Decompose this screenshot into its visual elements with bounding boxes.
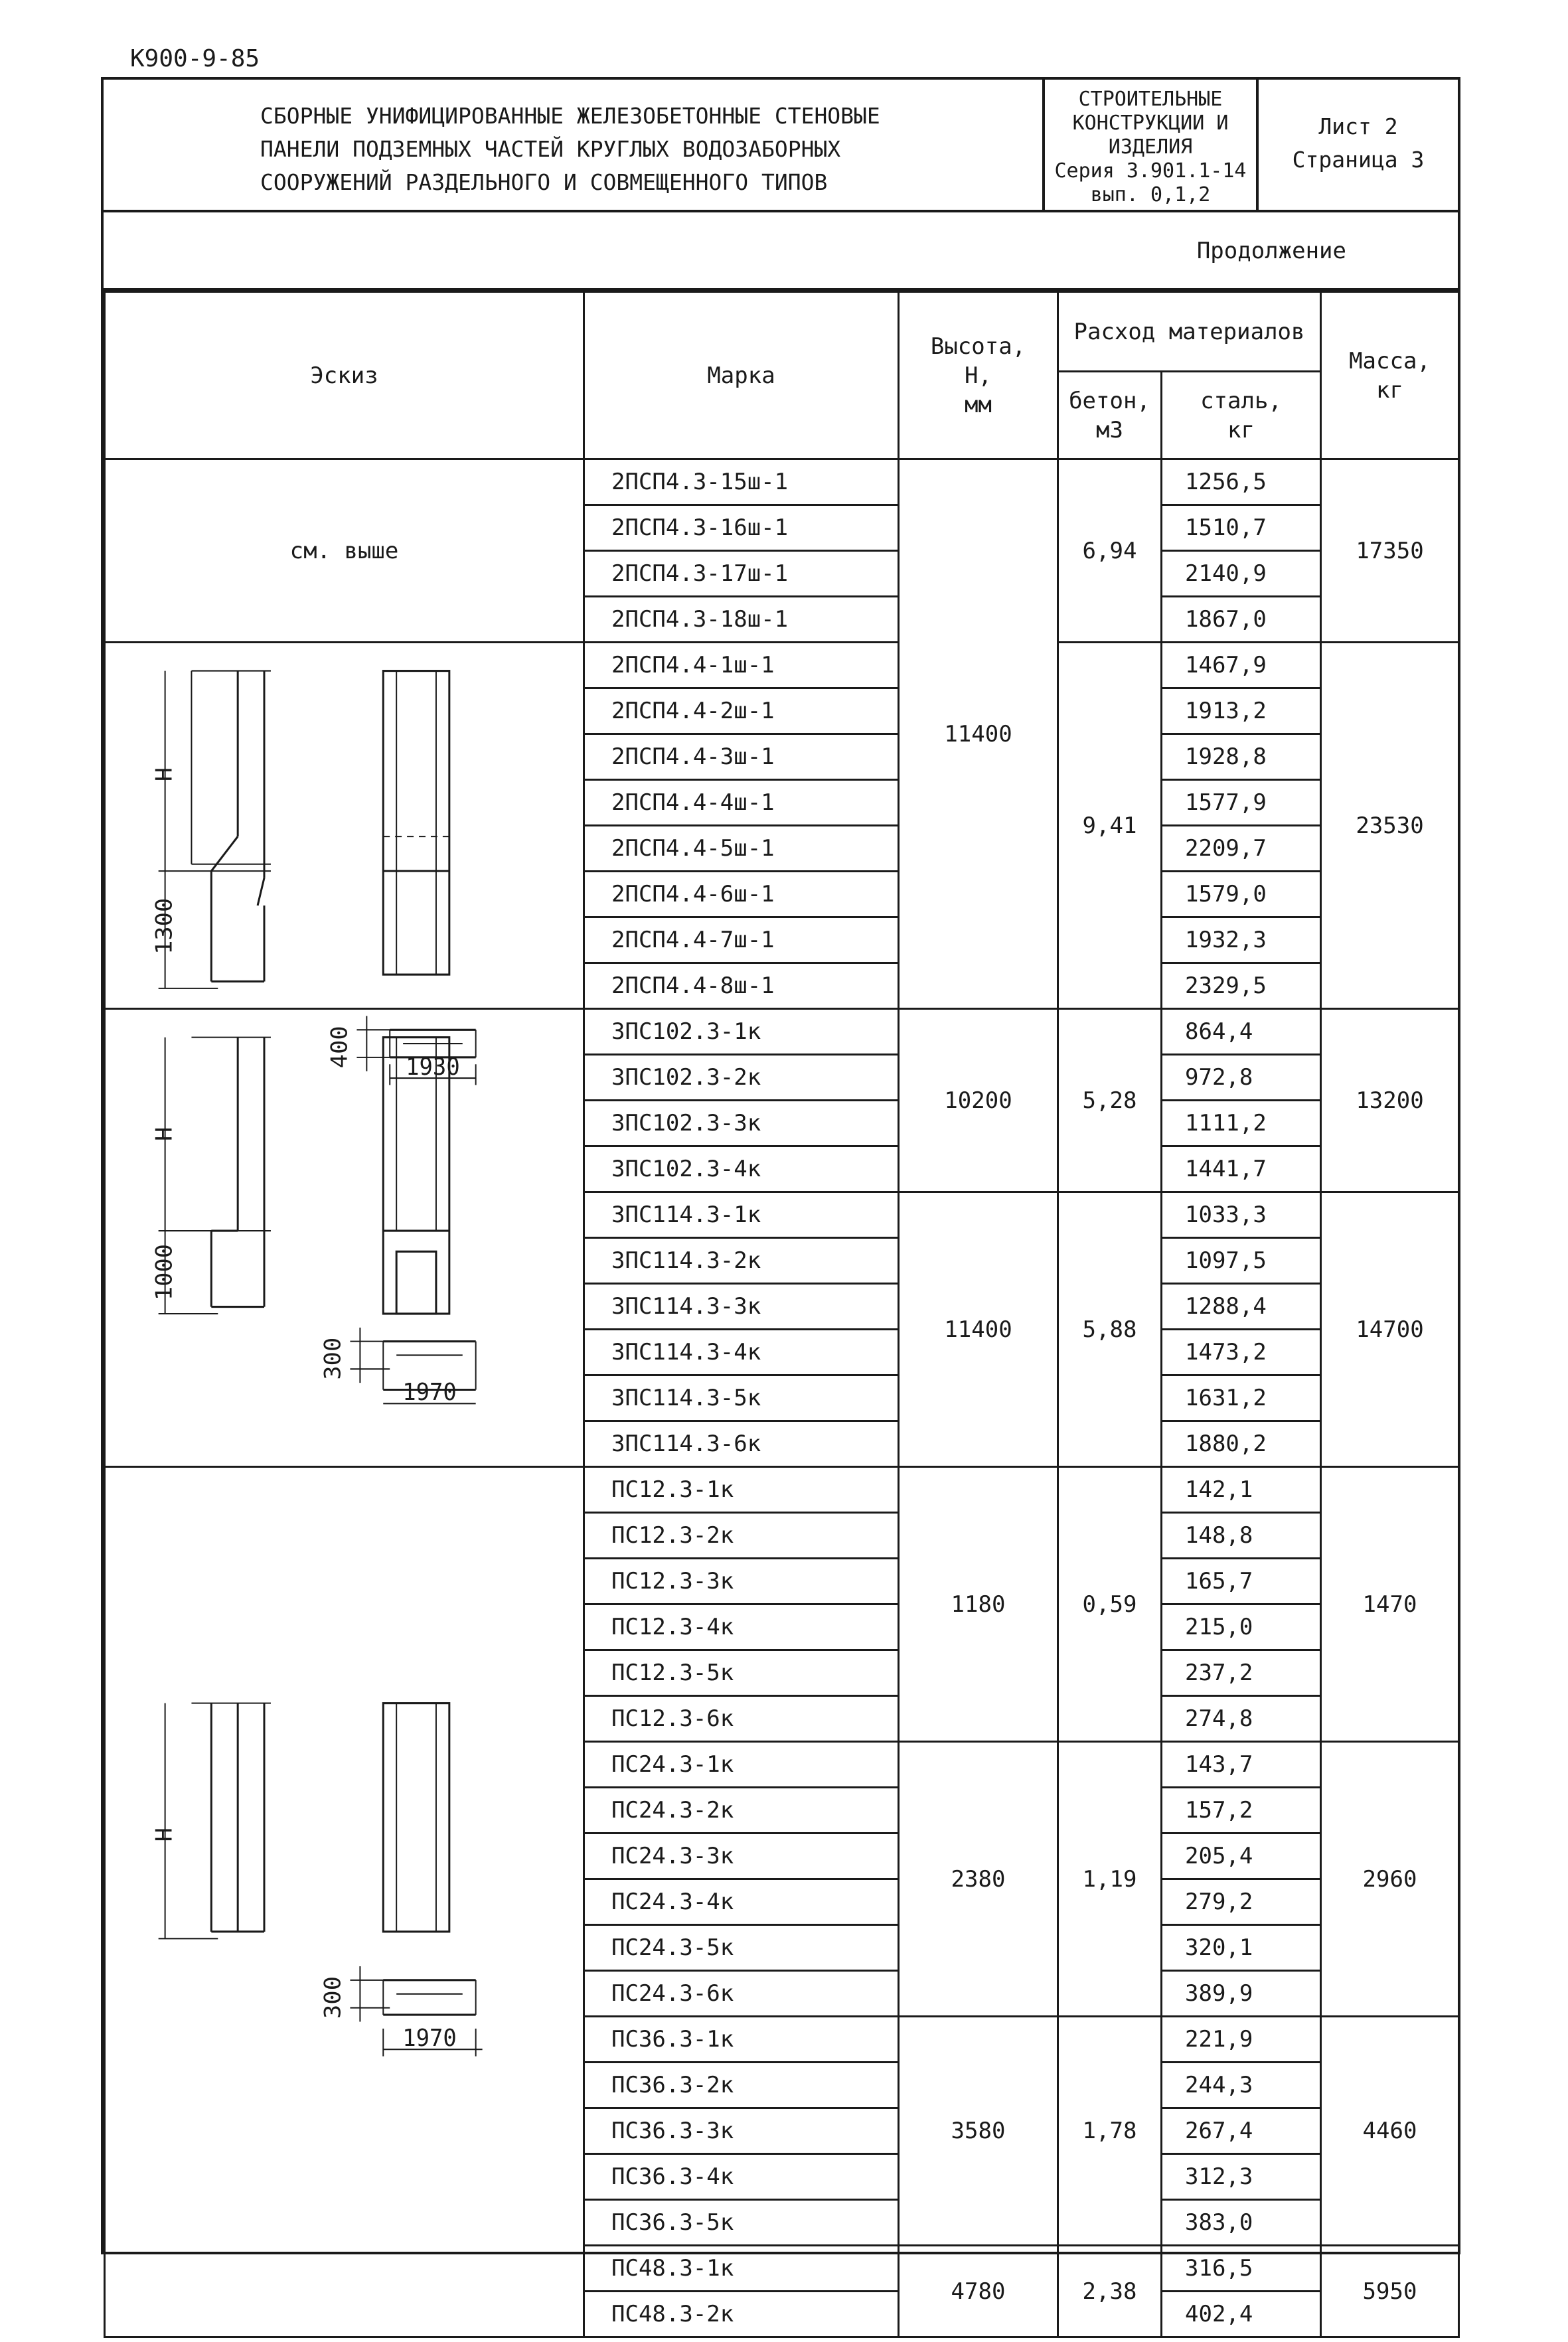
sketch-line [258, 878, 264, 906]
series-line: КОНСТРУКЦИИ И [1072, 112, 1229, 135]
table-row [105, 1009, 1459, 1055]
mark-cell: ПС24.3-4к [584, 1879, 899, 1925]
series-line: ИЗДЕЛИЯ [1108, 135, 1193, 159]
sketch-outline [396, 1251, 436, 1314]
steel-cell: 864,4 [1162, 1009, 1321, 1055]
steel-cell: 237,2 [1162, 1650, 1321, 1696]
sketch-line [211, 836, 238, 871]
steel-cell: 148,8 [1162, 1513, 1321, 1559]
mark-cell: ПС12.3-3к [584, 1559, 899, 1604]
mark-cell: 2ПСП4.4-2ш-1 [584, 688, 899, 734]
mark-cell: ПС12.3-6к [584, 1696, 899, 1742]
dim-base-label: 1000 [151, 1243, 178, 1301]
steel-cell: 1867,0 [1162, 597, 1321, 643]
document-code: К900-9-85 [130, 45, 260, 72]
concrete-cell: 6,94 [1058, 459, 1162, 643]
mark-cell: ПС24.3-6к [584, 1971, 899, 2017]
mark-cell: 3ПС102.3-1к [584, 1009, 899, 1055]
mark-cell: 2ПСП4.3-17ш-1 [584, 551, 899, 597]
table-body [105, 459, 1459, 2337]
sketch-cell [105, 643, 584, 1081]
steel-cell: 1928,8 [1162, 734, 1321, 780]
steel-cell: 972,8 [1162, 1055, 1321, 1101]
see-above-note: см. выше [289, 537, 399, 564]
table-row [105, 643, 1459, 688]
col-header-steel: сталь, кг [1162, 372, 1321, 459]
mark-cell: 3ПС114.3-2к [584, 1238, 899, 1284]
col-header-materials: Расход материалов [1058, 292, 1321, 372]
concrete-cell: 2,38 [1058, 2246, 1162, 2337]
height-cell: 4780 [899, 2246, 1058, 2337]
mark-cell: ПС12.3-1к [584, 1467, 899, 1513]
sketch-drawing [106, 643, 583, 1081]
dim-thickness-label: 300 [320, 1976, 347, 2019]
steel-cell: 1932,3 [1162, 917, 1321, 963]
steel-cell: 402,4 [1162, 2292, 1321, 2337]
steel-cell: 320,1 [1162, 1925, 1321, 1971]
dim-thickness-label: 300 [320, 1337, 347, 1380]
col-header-mass: Масса, кг [1321, 292, 1459, 459]
height-cell: 1180 [899, 1467, 1058, 1742]
mark-cell: 2ПСП4.3-16ш-1 [584, 505, 899, 551]
steel-cell: 1256,5 [1162, 459, 1321, 505]
steel-cell: 142,1 [1162, 1467, 1321, 1513]
mark-cell: 2ПСП4.4-3ш-1 [584, 734, 899, 780]
mass-cell: 17350 [1321, 459, 1459, 643]
mass-cell: 13200 [1321, 1009, 1459, 1192]
mark-cell: 2ПСП4.4-5ш-1 [584, 826, 899, 872]
dim-width-label: 1930 [406, 1054, 460, 1081]
dim-thickness-label: 400 [327, 1026, 353, 1069]
mark-cell: 3ПС114.3-6к [584, 1421, 899, 1467]
series-line: Серия 3.901.1-14 [1054, 159, 1247, 183]
steel-cell: 1579,0 [1162, 872, 1321, 917]
document-title [260, 100, 880, 199]
mark-cell: ПС24.3-5к [584, 1925, 899, 1971]
steel-cell: 2329,5 [1162, 963, 1321, 1009]
steel-cell: 165,7 [1162, 1559, 1321, 1604]
height-cell: 2380 [899, 1742, 1058, 2017]
sketch-outline [383, 1703, 449, 1932]
height-cell: 11400 [899, 459, 1058, 1009]
table-row [105, 1467, 1459, 1513]
steel-cell: 205,4 [1162, 1834, 1321, 1879]
steel-cell: 157,2 [1162, 1788, 1321, 1834]
steel-cell: 1577,9 [1162, 780, 1321, 826]
mark-cell: ПС48.3-2к [584, 2292, 899, 2337]
mark-cell: 2ПСП4.4-8ш-1 [584, 963, 899, 1009]
mark-cell: 3ПС102.3-3к [584, 1101, 899, 1146]
dim-base-label: 1300 [151, 898, 178, 955]
mark-cell: 3ПС114.3-1к [584, 1192, 899, 1238]
steel-cell: 1880,2 [1162, 1421, 1321, 1467]
title-block [104, 80, 1458, 212]
dim-height-label: Н [151, 767, 178, 782]
steel-cell: 143,7 [1162, 1742, 1321, 1788]
mark-cell: ПС12.3-4к [584, 1604, 899, 1650]
mark-cell: 2ПСП4.3-15ш-1 [584, 459, 899, 505]
steel-cell: 2209,7 [1162, 826, 1321, 872]
steel-cell: 312,3 [1162, 2154, 1321, 2200]
sketch-outline [383, 1038, 449, 1314]
steel-cell: 1288,4 [1162, 1284, 1321, 1330]
mark-cell: ПС36.3-3к [584, 2108, 899, 2154]
height-cell: 10200 [899, 1009, 1058, 1192]
steel-cell: 1510,7 [1162, 505, 1321, 551]
mark-cell: ПС36.3-5к [584, 2200, 899, 2246]
steel-cell: 383,0 [1162, 2200, 1321, 2246]
steel-cell: 274,8 [1162, 1696, 1321, 1742]
specification-table [104, 291, 1460, 2338]
sketch-drawing [106, 1010, 583, 1466]
mark-cell: 2ПСП4.4-4ш-1 [584, 780, 899, 826]
mark-cell: ПС36.3-2к [584, 2063, 899, 2108]
mark-cell: ПС24.3-1к [584, 1742, 899, 1788]
series-line: СТРОИТЕЛЬНЫЕ [1078, 88, 1223, 111]
mass-cell: 5950 [1321, 2246, 1459, 2337]
mark-cell: 3ПС114.3-3к [584, 1284, 899, 1330]
mark-cell: 3ПС114.3-4к [584, 1330, 899, 1375]
mass-cell: 14700 [1321, 1192, 1459, 1467]
steel-cell: 1913,2 [1162, 688, 1321, 734]
concrete-cell: 9,41 [1058, 643, 1162, 1009]
steel-cell: 1097,5 [1162, 1238, 1321, 1284]
steel-cell: 215,0 [1162, 1604, 1321, 1650]
steel-cell: 2140,9 [1162, 551, 1321, 597]
title-line: СООРУЖЕНИЙ РАЗДЕЛЬНОГО И СОВМЕЩЕННОГО ТИПОВ [260, 169, 828, 195]
mark-cell: ПС36.3-4к [584, 2154, 899, 2200]
steel-cell: 244,3 [1162, 2063, 1321, 2108]
mass-cell: 23530 [1321, 643, 1459, 1009]
steel-cell: 1441,7 [1162, 1146, 1321, 1192]
sketch-cell [105, 1009, 584, 1467]
mark-cell: ПС36.3-1к [584, 2017, 899, 2063]
mark-cell: ПС48.3-1к [584, 2246, 899, 2292]
mark-cell: 2ПСП4.4-6ш-1 [584, 872, 899, 917]
steel-cell: 267,4 [1162, 2108, 1321, 2154]
col-header-mark: Марка [584, 292, 899, 459]
mass-cell: 2960 [1321, 1742, 1459, 2017]
mark-cell: ПС12.3-5к [584, 1650, 899, 1696]
col-header-concrete: бетон, м3 [1058, 372, 1162, 459]
mark-cell: 3ПС102.3-4к [584, 1146, 899, 1192]
document-frame [101, 77, 1460, 2327]
page-number: Страница 3 [1292, 147, 1425, 173]
concrete-cell: 5,28 [1058, 1009, 1162, 1192]
dim-height-label: Н [151, 1828, 178, 1842]
steel-cell: 1111,2 [1162, 1101, 1321, 1146]
panel-sketch [106, 1468, 583, 2336]
steel-cell: 1467,9 [1162, 643, 1321, 688]
mark-cell: ПС24.3-3к [584, 1834, 899, 1879]
sketch-drawing [106, 1468, 583, 2336]
mass-cell: 1470 [1321, 1467, 1459, 1742]
continuation-label: Продолжение [1196, 238, 1346, 264]
title-line: ПАНЕЛИ ПОДЗЕМНЫХ ЧАСТЕЙ КРУГЛЫХ ВОДОЗАБОРНЫХ [260, 136, 841, 162]
title-line: СБОРНЫЕ УНИФИЦИРОВАННЫЕ ЖЕЛЕЗОБЕТОННЫЕ СТЕНОВЫЕ [260, 103, 880, 129]
dim-width-label: 1970 [402, 1379, 457, 1407]
mark-cell: ПС12.3-2к [584, 1513, 899, 1559]
panel-sketch [106, 1010, 583, 1466]
series-block [1042, 80, 1259, 210]
height-cell: 3580 [899, 2017, 1058, 2246]
col-header-height: Высота, Н, мм [899, 292, 1058, 459]
concrete-cell: 1,78 [1058, 2017, 1162, 2246]
steel-cell: 221,9 [1162, 2017, 1321, 2063]
steel-cell: 1033,3 [1162, 1192, 1321, 1238]
mark-cell: 2ПСП4.4-1ш-1 [584, 643, 899, 688]
concrete-cell: 1,19 [1058, 1742, 1162, 2017]
col-header-sketch: Эскиз [105, 292, 584, 459]
dim-width-label: 1970 [402, 2025, 457, 2053]
height-cell: 11400 [899, 1192, 1058, 1467]
series-line: вып. 0,1,2 [1090, 183, 1211, 206]
steel-cell: 1631,2 [1162, 1375, 1321, 1421]
sketch-cell [105, 459, 584, 643]
steel-cell: 389,9 [1162, 1971, 1321, 2017]
panel-sketch [106, 643, 583, 1081]
steel-cell: 316,5 [1162, 2246, 1321, 2292]
steel-cell: 1473,2 [1162, 1330, 1321, 1375]
mark-cell: 3ПС114.3-5к [584, 1375, 899, 1421]
sketch-outline [383, 671, 449, 975]
table-row [105, 459, 1459, 505]
concrete-cell: 5,88 [1058, 1192, 1162, 1467]
mark-cell: ПС24.3-2к [584, 1788, 899, 1834]
sheet-number: Лист 2 [1318, 114, 1398, 139]
concrete-cell: 0,59 [1058, 1467, 1162, 1742]
mark-cell: 2ПСП4.4-7ш-1 [584, 917, 899, 963]
sheet-block [1259, 80, 1458, 210]
sketch-cell [105, 1467, 584, 2337]
mark-cell: 2ПСП4.3-18ш-1 [584, 597, 899, 643]
mark-cell: 3ПС102.3-2к [584, 1055, 899, 1101]
mass-cell: 4460 [1321, 2017, 1459, 2246]
dim-height-label: Н [151, 1127, 178, 1142]
steel-cell: 279,2 [1162, 1879, 1321, 1925]
